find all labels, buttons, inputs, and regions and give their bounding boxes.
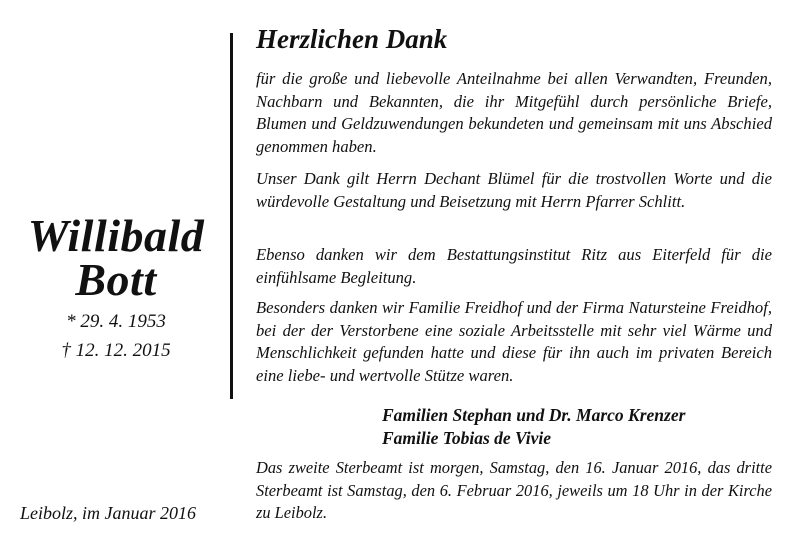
deceased-last-name: Bott: [75, 254, 157, 305]
heading: Herzlichen Dank: [256, 24, 448, 54]
signer-line: Familie Tobias de Vivie: [382, 428, 552, 448]
vertical-divider: [230, 33, 233, 399]
paragraph-thanks-funeral-home: Ebenso danken wir dem Bestattungsinstitut Ritz aus Eiterfeld für die einfühlsame Begleitung.: [256, 245, 772, 287]
signers: [382, 404, 685, 450]
paragraph-thanks-clergy: Unser Dank gilt Herrn Dechant Blümel für die trostvollen Worte und die würdevolle Gestaltung und Beisetzung mit Herrn Pfarrer Schlitt.: [256, 169, 772, 211]
death-date: † 12. 12. 2015: [61, 340, 171, 361]
requiem-mass-note: Das zweite Sterbeamt ist morgen, Samstag, den 16. Januar 2016, das dritte Sterbeamt ist Samstag, den 6. Februar 2016, jeweils um 18 Uhr in der Kirche zu Leibolz.: [256, 458, 772, 523]
deceased-info: [0, 0, 232, 546]
birth-date: * 29. 4. 1953: [66, 311, 166, 332]
signer-line: Familien Stephan und Dr. Marco Krenzer: [382, 405, 686, 425]
deceased-first-name: Willibald: [27, 210, 205, 261]
paragraph-thanks-employer: Besonders danken wir Familie Freidhof und der Firma Natursteine Freidhof, bei der der Verstorbene eine soziale Arbeitsstelle mit sehr viel Wärme und Menschlichkeit gefunden hatte und diese für ihn auch im privaten Bereich eine liebe- und wertvolle Stütze waren.: [256, 298, 772, 385]
paragraph-thanks-sympathy: für die große und liebevolle Anteilnahme bei allen Verwandten, Freunden, Nachbarn und Bekannten, die ihr Mitgefühl durch persönliche Briefe, Blumen und Geldzuwendungen bekundeten und gemeinsam mit uns Abschied genommen haben.: [256, 69, 772, 156]
place-and-date: Leibolz, im Januar 2016: [20, 503, 197, 523]
